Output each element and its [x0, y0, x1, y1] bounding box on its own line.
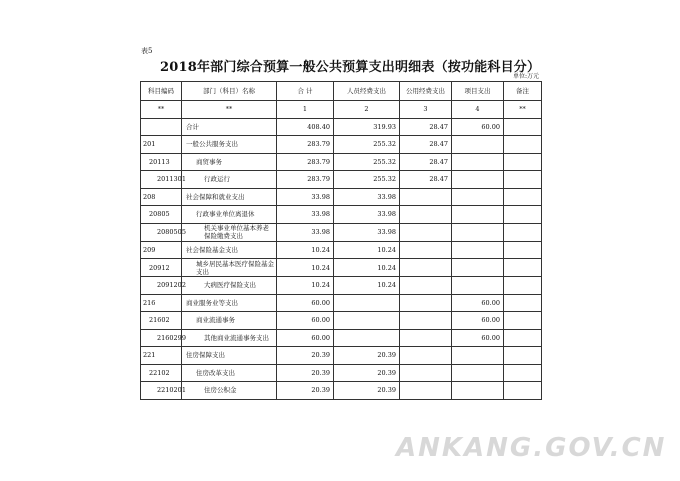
- name-cell: 大病医疗保险支出: [182, 277, 277, 295]
- note-cell: [504, 188, 542, 206]
- personnel-cell: 33.98: [334, 206, 400, 224]
- table-row: [141, 188, 542, 206]
- table-row: [141, 223, 542, 241]
- public-cell: [400, 241, 452, 259]
- index-cell: 3: [400, 101, 452, 119]
- name-cell: 其他商业流通事务支出: [182, 329, 277, 347]
- project-cell: [452, 136, 504, 154]
- personnel-cell: 319.93: [334, 118, 400, 136]
- personnel-cell: [334, 312, 400, 330]
- page-title: 2018年部门综合预算一般公共预算支出明细表（按功能科目分）: [160, 60, 541, 75]
- name-cell: 社会保险基金支出: [182, 241, 277, 259]
- code-cell: 201: [141, 136, 182, 154]
- project-cell: 60.00: [452, 312, 504, 330]
- name-cell: 城乡居民基本医疗保险基金支出: [182, 259, 277, 277]
- public-cell: [400, 364, 452, 382]
- table-row: [141, 312, 542, 330]
- name-cell: 商业服务业等支出: [182, 294, 277, 312]
- unit-label: 单位:万元: [512, 73, 539, 80]
- project-cell: 60.00: [452, 329, 504, 347]
- note-cell: [504, 153, 542, 171]
- header-cell: 公用经费支出: [400, 82, 452, 101]
- personnel-cell: [334, 329, 400, 347]
- name-cell: 商业流通事务: [182, 312, 277, 330]
- name-cell: 住房保障支出: [182, 347, 277, 365]
- name-cell: 住房改革支出: [182, 364, 277, 382]
- personnel-cell: 10.24: [334, 277, 400, 295]
- table-row: [141, 329, 542, 347]
- header-cell: 部门（科目）名称: [182, 82, 277, 101]
- header-row: [141, 82, 542, 101]
- code-cell: 20113: [141, 153, 182, 171]
- index-cell: 4: [452, 101, 504, 119]
- project-cell: 60.00: [452, 294, 504, 312]
- note-cell: [504, 136, 542, 154]
- total-cell: 10.24: [277, 277, 334, 295]
- public-cell: [400, 188, 452, 206]
- project-cell: [452, 277, 504, 295]
- code-cell: 22102: [141, 364, 182, 382]
- table-row: [141, 259, 542, 277]
- personnel-cell: 20.39: [334, 382, 400, 400]
- code-cell: 2091202: [141, 277, 182, 295]
- index-cell: **: [182, 101, 277, 119]
- total-cell: 33.98: [277, 206, 334, 224]
- expenditure-table: [140, 81, 542, 400]
- project-cell: [452, 347, 504, 365]
- total-cell: 283.79: [277, 171, 334, 189]
- name-cell: 机关事业单位基本养老保险缴费支出: [182, 223, 277, 241]
- index-row: [141, 101, 542, 119]
- watermark: ANKANG.GOV.CN: [396, 433, 667, 463]
- total-cell: 20.39: [277, 347, 334, 365]
- personnel-cell: 20.39: [334, 364, 400, 382]
- name-cell: 合计: [182, 118, 277, 136]
- public-cell: [400, 294, 452, 312]
- personnel-cell: 255.32: [334, 136, 400, 154]
- code-cell: 209: [141, 241, 182, 259]
- note-cell: [504, 171, 542, 189]
- personnel-cell: 255.32: [334, 171, 400, 189]
- header-cell: 科目编码: [141, 82, 182, 101]
- total-cell: 10.24: [277, 241, 334, 259]
- project-cell: [452, 382, 504, 400]
- total-cell: 283.79: [277, 136, 334, 154]
- table-row: [141, 347, 542, 365]
- project-cell: [452, 153, 504, 171]
- table-row: [141, 364, 542, 382]
- table-row: [141, 382, 542, 400]
- total-cell: 10.24: [277, 259, 334, 277]
- personnel-cell: 10.24: [334, 259, 400, 277]
- note-cell: [504, 347, 542, 365]
- table-row: [141, 277, 542, 295]
- name-cell: 行政运行: [182, 171, 277, 189]
- code-cell: 2210201: [141, 382, 182, 400]
- header-cell: 人员经费支出: [334, 82, 400, 101]
- public-cell: [400, 329, 452, 347]
- note-cell: [504, 364, 542, 382]
- project-cell: [452, 223, 504, 241]
- table-row: [141, 294, 542, 312]
- table-row: [141, 136, 542, 154]
- code-cell: 2160299: [141, 329, 182, 347]
- table-row: [141, 171, 542, 189]
- project-cell: [452, 206, 504, 224]
- personnel-cell: 33.98: [334, 188, 400, 206]
- note-cell: [504, 294, 542, 312]
- personnel-cell: 20.39: [334, 347, 400, 365]
- note-cell: [504, 259, 542, 277]
- personnel-cell: 10.24: [334, 241, 400, 259]
- total-cell: 60.00: [277, 329, 334, 347]
- name-cell: 社会保障和就业支出: [182, 188, 277, 206]
- note-cell: [504, 223, 542, 241]
- header-cell: 合 计: [277, 82, 334, 101]
- header-cell: 备注: [504, 82, 542, 101]
- code-cell: 2080505: [141, 223, 182, 241]
- project-cell: [452, 364, 504, 382]
- total-cell: 33.98: [277, 223, 334, 241]
- name-cell: 住房公积金: [182, 382, 277, 400]
- total-cell: 408.40: [277, 118, 334, 136]
- public-cell: [400, 277, 452, 295]
- public-cell: 28.47: [400, 136, 452, 154]
- note-cell: [504, 329, 542, 347]
- total-cell: 20.39: [277, 382, 334, 400]
- table-body: [141, 82, 542, 400]
- code-cell: 20912: [141, 259, 182, 277]
- code-cell: 208: [141, 188, 182, 206]
- project-cell: 60.00: [452, 118, 504, 136]
- name-cell: 一般公共服务支出: [182, 136, 277, 154]
- index-cell: **: [504, 101, 542, 119]
- public-cell: 28.47: [400, 153, 452, 171]
- code-cell: 216: [141, 294, 182, 312]
- public-cell: 28.47: [400, 118, 452, 136]
- note-cell: [504, 118, 542, 136]
- public-cell: [400, 223, 452, 241]
- public-cell: [400, 259, 452, 277]
- public-cell: [400, 312, 452, 330]
- name-cell: 商贸事务: [182, 153, 277, 171]
- personnel-cell: [334, 294, 400, 312]
- total-cell: 33.98: [277, 188, 334, 206]
- name-cell: 行政事业单位离退休: [182, 206, 277, 224]
- project-cell: [452, 259, 504, 277]
- public-cell: [400, 382, 452, 400]
- code-cell: 21602: [141, 312, 182, 330]
- table-number: 表5: [141, 47, 153, 55]
- index-cell: **: [141, 101, 182, 119]
- table-row: [141, 118, 542, 136]
- personnel-cell: 33.98: [334, 223, 400, 241]
- note-cell: [504, 312, 542, 330]
- index-cell: 2: [334, 101, 400, 119]
- personnel-cell: 255.32: [334, 153, 400, 171]
- project-cell: [452, 171, 504, 189]
- note-cell: [504, 206, 542, 224]
- table-row: [141, 241, 542, 259]
- project-cell: [452, 188, 504, 206]
- public-cell: [400, 206, 452, 224]
- total-cell: 60.00: [277, 312, 334, 330]
- project-cell: [452, 241, 504, 259]
- total-cell: 20.39: [277, 364, 334, 382]
- code-cell: [141, 118, 182, 136]
- table-row: [141, 206, 542, 224]
- index-cell: 1: [277, 101, 334, 119]
- table-row: [141, 153, 542, 171]
- note-cell: [504, 277, 542, 295]
- code-cell: 2011301: [141, 171, 182, 189]
- total-cell: 60.00: [277, 294, 334, 312]
- header-cell: 项目支出: [452, 82, 504, 101]
- public-cell: 28.47: [400, 171, 452, 189]
- code-cell: 221: [141, 347, 182, 365]
- public-cell: [400, 347, 452, 365]
- note-cell: [504, 241, 542, 259]
- total-cell: 283.79: [277, 153, 334, 171]
- note-cell: [504, 382, 542, 400]
- code-cell: 20805: [141, 206, 182, 224]
